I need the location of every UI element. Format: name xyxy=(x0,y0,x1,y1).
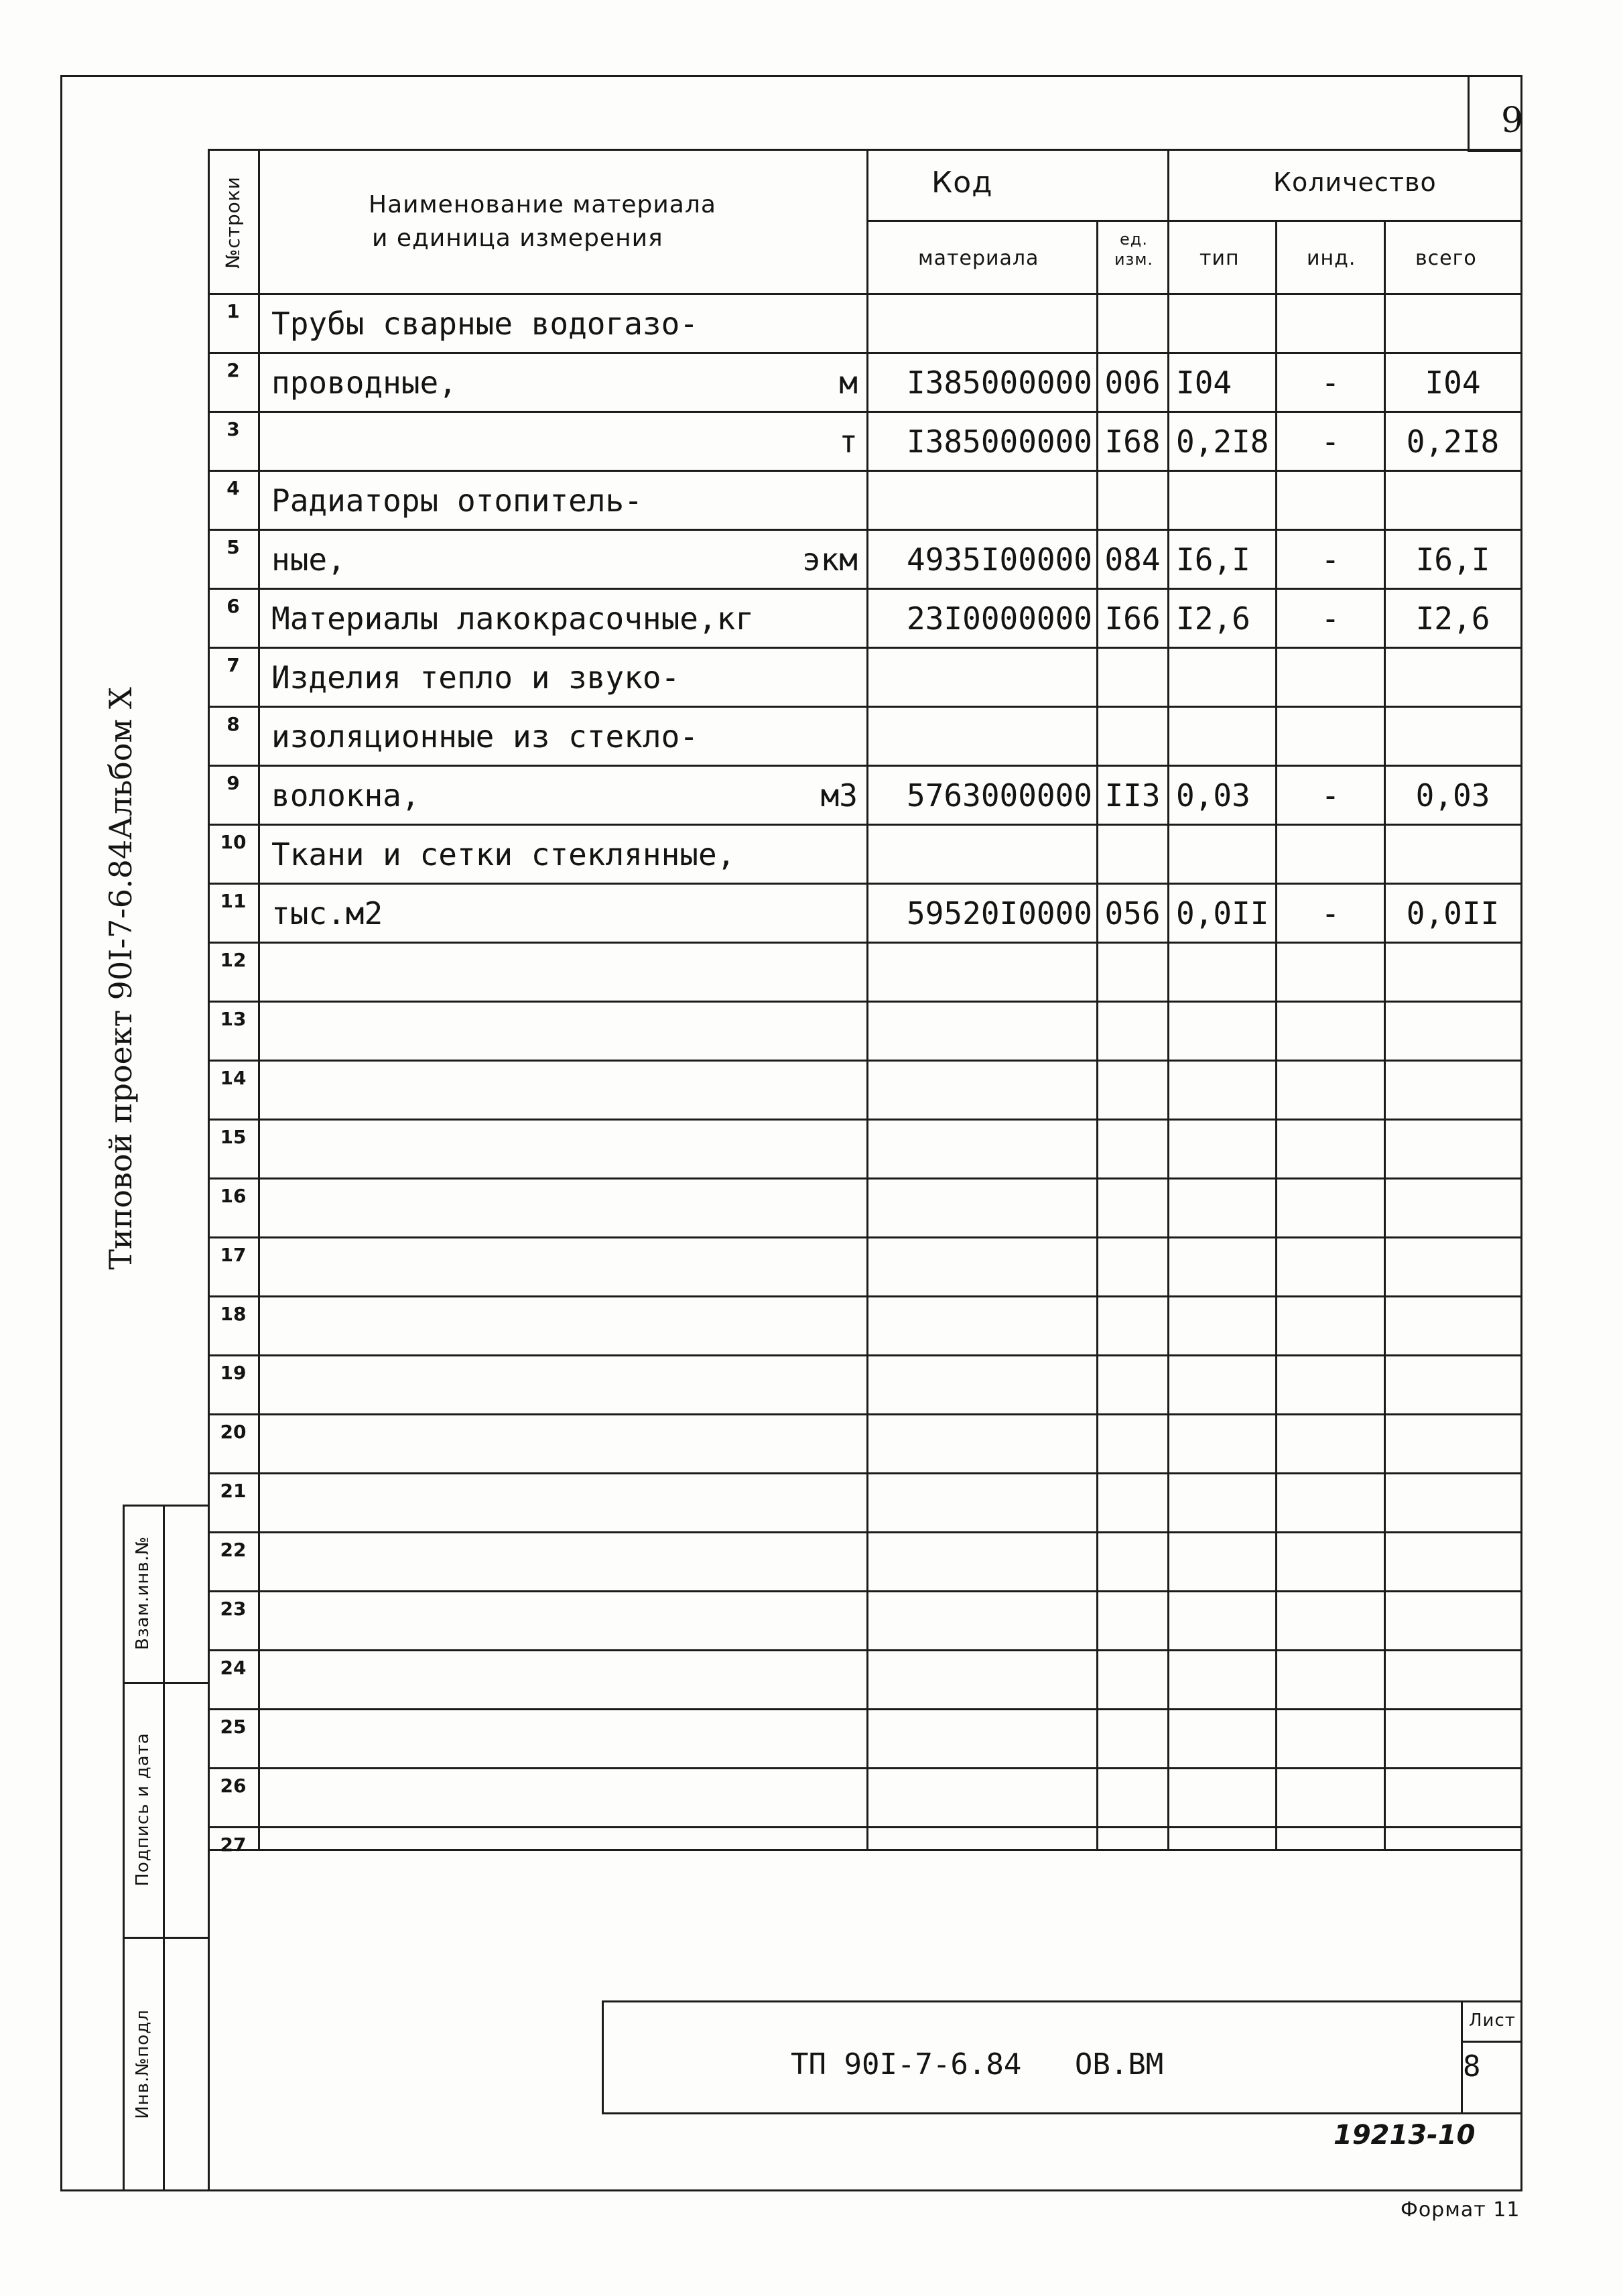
row-number: 10 xyxy=(220,831,247,853)
col-line-code xyxy=(1096,220,1098,1851)
row-number: 2 xyxy=(226,359,240,381)
col-line-rownum xyxy=(258,149,260,1851)
qty-type: I6,I xyxy=(1176,541,1250,578)
qty-total: 0,03 xyxy=(1415,777,1490,814)
header-code-material: материала xyxy=(918,247,1039,270)
qty-total: I2,6 xyxy=(1415,600,1490,637)
col-line-name xyxy=(866,149,868,1851)
header-subdivider-line xyxy=(866,220,1522,222)
header-qty-ind: инд. xyxy=(1307,247,1356,270)
qty-total: I6,I xyxy=(1415,541,1490,578)
material-name: тыс.м2 xyxy=(271,895,383,932)
qty-ind: - xyxy=(1321,541,1340,578)
material-unit: м xyxy=(839,365,858,401)
material-name: Материалы лакокрасочные,кг xyxy=(271,600,755,637)
row-number: 22 xyxy=(220,1539,247,1561)
header-name-line2: и единица измерения xyxy=(372,225,663,252)
designation: ТП 90I-7-6.84 ОВ.ВМ xyxy=(791,2047,1164,2082)
qty-total: I04 xyxy=(1425,365,1481,401)
header-name-line1: Наименование материала xyxy=(369,191,716,218)
sheet-label-underline xyxy=(1461,2041,1522,2043)
unit-code: I68 xyxy=(1104,424,1161,460)
row-number: 7 xyxy=(226,654,240,676)
page-number-divider xyxy=(1468,75,1470,152)
material-unit: м3 xyxy=(820,777,858,814)
qty-ind: - xyxy=(1321,777,1340,814)
stamp-podpis: Подпись и дата xyxy=(133,1732,153,1887)
row-number: 9 xyxy=(226,772,240,794)
qty-total: 0,2I8 xyxy=(1406,424,1500,460)
col-line-type xyxy=(1275,220,1277,1851)
row-number: 13 xyxy=(220,1008,247,1030)
unit-code: 006 xyxy=(1104,365,1161,401)
row-number: 12 xyxy=(220,949,247,971)
qty-type: 0,2I8 xyxy=(1176,424,1269,460)
qty-ind: - xyxy=(1321,895,1340,932)
stamp-line-2 xyxy=(123,1937,210,1939)
material-code: 23I0000000 xyxy=(907,600,1092,637)
row-number: 18 xyxy=(220,1303,247,1325)
qty-type: I2,6 xyxy=(1176,600,1250,637)
row-number: 19 xyxy=(220,1362,247,1384)
row-number: 11 xyxy=(220,890,247,912)
header-code-unit: ед. изм. xyxy=(1114,230,1154,269)
stamp-inv: Инв.№подл xyxy=(133,2009,153,2119)
material-code: 4935I00000 xyxy=(907,541,1092,578)
unit-code: 084 xyxy=(1104,541,1161,578)
unit-code: 056 xyxy=(1104,895,1161,932)
qty-type: 0,0II xyxy=(1176,895,1269,932)
material-name: Трубы сварные водогазо- xyxy=(271,306,698,342)
material-unit: экм xyxy=(801,541,858,578)
row-number: 4 xyxy=(226,477,240,499)
material-name: Радиаторы отопитель- xyxy=(271,483,643,519)
material-name: проводные, xyxy=(271,365,457,401)
col-line-ind xyxy=(1384,220,1386,1851)
header-quantity: Количество xyxy=(1273,168,1437,197)
side-title: Типовой проект 90I-7-6.84Альбом X xyxy=(103,687,139,1270)
row-number: 15 xyxy=(220,1126,247,1148)
row-number: 21 xyxy=(220,1480,247,1502)
unit-code: II3 xyxy=(1104,777,1161,814)
material-unit: т xyxy=(839,424,858,460)
page-number: 9 xyxy=(1501,101,1524,141)
row-number: 17 xyxy=(220,1244,247,1266)
row-number: 25 xyxy=(220,1716,247,1738)
stamp-strip-divider xyxy=(163,1505,165,2191)
qty-type: I04 xyxy=(1176,365,1232,401)
format-label: Формат 11 xyxy=(1401,2198,1520,2222)
row-number: 24 xyxy=(220,1657,247,1679)
row-number: 3 xyxy=(226,418,240,440)
row-number: 20 xyxy=(220,1421,247,1443)
header-qty-type: тип xyxy=(1199,247,1240,270)
header-code: Код xyxy=(931,166,993,200)
row-number: 26 xyxy=(220,1775,247,1797)
material-name: ные, xyxy=(271,541,346,578)
header-bottom-line xyxy=(208,293,1522,295)
material-name: волокна, xyxy=(271,777,420,814)
qty-ind: - xyxy=(1321,600,1340,637)
unit-code: I66 xyxy=(1104,600,1161,637)
row-number: 23 xyxy=(220,1598,247,1620)
material-code: I385000000 xyxy=(907,365,1092,401)
archive-number: 19213-10 xyxy=(1334,2120,1476,2151)
material-code: I385000000 xyxy=(907,424,1092,460)
row-number: 16 xyxy=(220,1185,247,1207)
row-number: 5 xyxy=(226,536,240,558)
header-qty-total: всего xyxy=(1415,247,1477,270)
header-row-number: №строки xyxy=(222,176,244,269)
qty-ind: - xyxy=(1321,365,1340,401)
material-code: 5763000000 xyxy=(907,777,1092,814)
material-name: Ткани и сетки стеклянные, xyxy=(271,836,736,873)
row-number: 8 xyxy=(226,713,240,735)
material-name: Изделия тепло и звуко- xyxy=(271,659,680,696)
stamp-line-1 xyxy=(123,1682,210,1684)
row-number: 14 xyxy=(220,1067,247,1089)
row-number: 27 xyxy=(220,1834,247,1856)
material-name: изоляционные из стекло- xyxy=(271,718,698,755)
stamp-vzam: Взам.инв.№ xyxy=(133,1536,153,1650)
qty-total: 0,0II xyxy=(1406,895,1500,932)
col-line-unitcode xyxy=(1167,149,1169,1851)
material-code: 59520I0000 xyxy=(907,895,1092,932)
sheet-label: Лист xyxy=(1469,2011,1516,2031)
sheet-number: 8 xyxy=(1463,2049,1481,2084)
row-number: 6 xyxy=(226,595,240,617)
main-table-frame xyxy=(208,149,1522,1851)
qty-type: 0,03 xyxy=(1176,777,1250,814)
qty-ind: - xyxy=(1321,424,1340,460)
row-number: 1 xyxy=(226,300,240,322)
